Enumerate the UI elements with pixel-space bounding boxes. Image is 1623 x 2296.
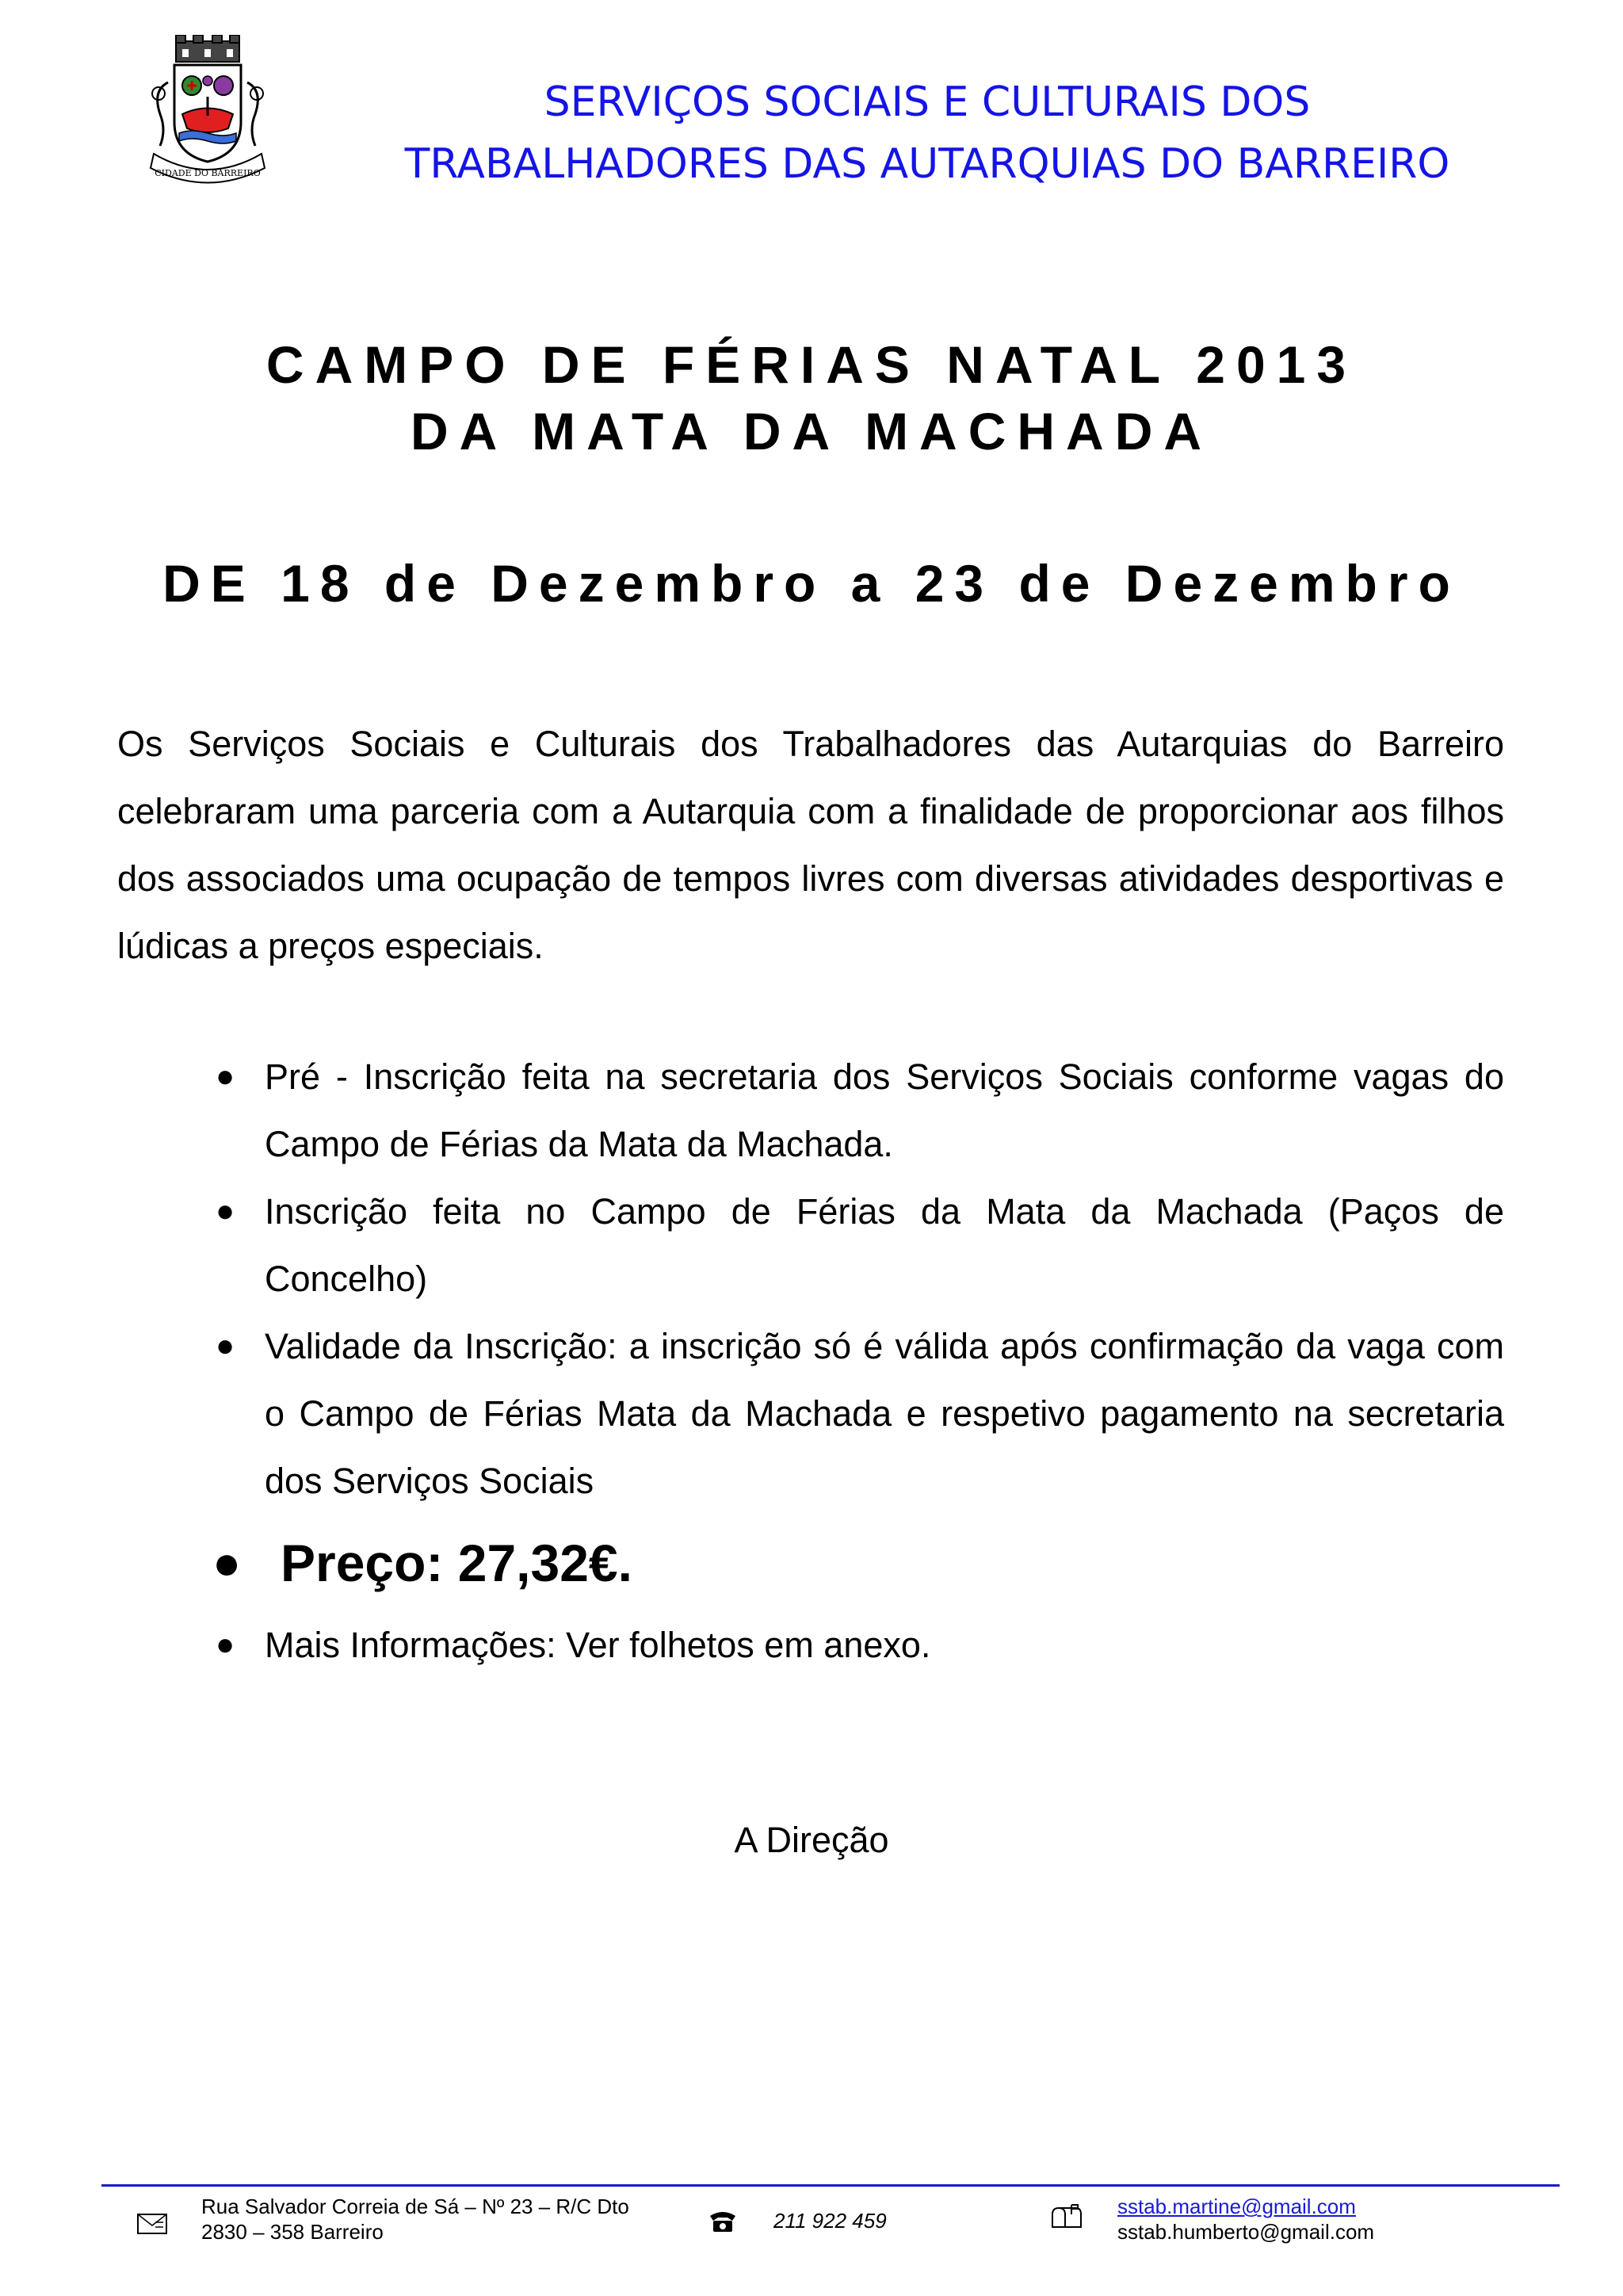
envelope-icon [136, 2211, 168, 2235]
barreiro-coat-of-arms-icon [136, 35, 279, 185]
telephone-icon [707, 2206, 739, 2233]
list-item: ● Inscrição feita no Campo de Férias da Mata da Machada (Paços de Concelho) [117, 1178, 1504, 1312]
footer-divider [101, 2184, 1560, 2187]
footer-emails [1117, 2194, 1374, 2244]
list-item: ● Mais Informações: Ver folhetos em anexo. [117, 1611, 1504, 1679]
organization-name [317, 71, 1537, 195]
address-line-1: Rua Salvador Correia de Sá – Nº 23 – R/C Dto [201, 2195, 629, 2218]
bullet-icon: ● [212, 1536, 242, 1589]
mailbox-icon [1049, 2203, 1084, 2232]
address-line-2: 2830 – 358 Barreiro [201, 2220, 384, 2244]
date-range: DE 18 de Dezembro a 23 de Dezembro [162, 554, 1461, 613]
title-line-2: DA MATA DA MACHADA [410, 402, 1213, 460]
document-title [0, 331, 1623, 464]
org-name-line-2: TRABALHADORES DAS AUTARQUIAS DO BARREIRO [404, 140, 1450, 188]
bullet-icon: ● [216, 1059, 235, 1094]
footer-phone: 211 922 459 [773, 2209, 887, 2233]
intro-paragraph: Os Serviços Sociais e Culturais dos Trabalhadores das Autarquias do Barreiro celebraram uma parceria com a Autarquia com a finalidade de proporcionar aos filhos dos associados uma ocupação de tempos livres com diversas atividades desportivas e lúdicas a preços especiais. [117, 724, 1504, 966]
org-name-line-1: SERVIÇOS SOCIAIS E CULTURAIS DOS [544, 78, 1311, 126]
list-item: ● Validade da Inscrição: a inscrição só é válida após confirmação da vaga com o Campo de Férias Mata da Machada e respetivo pagamento na secretaria dos Serviços Sociais [117, 1312, 1504, 1515]
title-line-1: CAMPO DE FÉRIAS NATAL 2013 [265, 335, 1358, 394]
list-item: ● Pré - Inscrição feita na secretaria dos Serviços Sociais conforme vagas do Campo de Férias da Mata da Machada. [117, 1043, 1504, 1178]
footer-address [201, 2194, 629, 2244]
price-item: ● Preço: 27,32€. [117, 1519, 1504, 1606]
crest-motto: CIDADE DO BARREIRO [155, 168, 261, 178]
email-humberto: sstab.humberto@gmail.com [1117, 2220, 1375, 2244]
email-link-martine[interactable]: sstab.martine@gmail.com [1117, 2195, 1356, 2218]
bullet-icon: ● [216, 1328, 235, 1363]
bullet-icon: ● [216, 1194, 235, 1228]
info-list [117, 1043, 1504, 1679]
bullet-icon: ● [216, 1627, 235, 1662]
signature: A Direção [734, 1820, 889, 1860]
